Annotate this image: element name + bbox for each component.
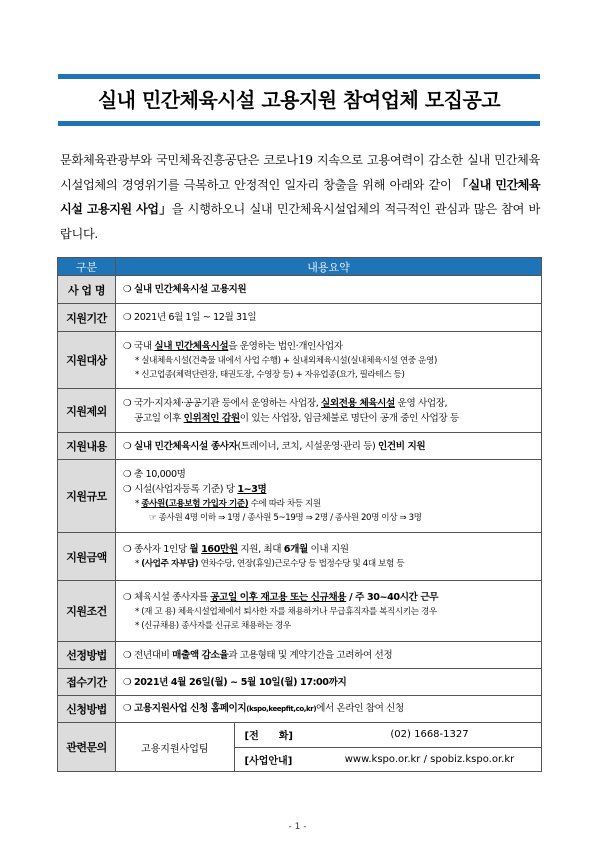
label-amount: 지원금액	[58, 533, 116, 581]
exclude-text-4: 이 있는 사업장, 임금체불로 명단이 공개 중인 사업장 등	[239, 412, 459, 424]
selection-text: 전년대비	[134, 649, 173, 661]
row-reception	[58, 669, 542, 696]
row-period	[58, 304, 542, 332]
contact-table	[116, 723, 541, 771]
exclude-text-2: 운영 사업장,	[394, 397, 448, 409]
intro-text-2: 을 시행하오니 실내 민간체육시설업체의 적극적인 관심과 많은 참여 바랍니다.	[60, 202, 540, 241]
exclude-highlight-1: 실외전용 체육시설	[321, 397, 395, 409]
bullet-icon: ❍	[123, 284, 132, 295]
row-target	[58, 332, 542, 389]
bullet-icon: ❍	[123, 469, 132, 480]
apply-homepage-link[interactable]: (kspo,keepfit,co,kr)	[246, 705, 317, 713]
bullet-icon: ❍	[123, 676, 132, 688]
reception-text: 2021년 4월 26일(월) ~ 5월 10일(월) 17:00까지	[134, 676, 347, 688]
row-condition	[58, 581, 542, 642]
label-period: 지원기간	[58, 304, 116, 332]
target-text-end: 을 운영하는 법인·개인사업자	[228, 340, 343, 352]
condition-note-2: * (신규채용) 종사자를 신규로 채용하는 경우	[135, 620, 291, 631]
row-business	[58, 276, 542, 304]
amount-value: 160만원	[201, 544, 238, 555]
contact-web-label: [사업안내]	[244, 755, 293, 767]
title-bottom-bar	[58, 121, 540, 126]
bullet-icon: ❍	[123, 649, 132, 661]
label-condition: 지원조건	[58, 581, 116, 642]
contact-team: 고용지원사업팀	[116, 723, 234, 771]
apply-bold: 고용지원사업 신청 홈페이지	[134, 703, 247, 714]
bullet-icon: ❍	[123, 544, 132, 555]
target-note-2: * 신고업종(체력단련장, 태권도장, 수영장 등) + 자유업종(요가, 필라테스 등)	[135, 369, 405, 380]
page-title: 실내 민간체육시설 고용지원 참여업체 모집공고	[97, 88, 501, 112]
condition-hours: / 주 30~40시간 근무	[346, 591, 439, 603]
label-reception: 접수기간	[58, 669, 116, 696]
contact-web-link[interactable]: www.kspo.or.kr / spobiz.kspo.or.kr	[344, 753, 515, 765]
exclude-highlight-2: 인위적인 감원	[183, 412, 240, 424]
row-contact	[58, 723, 542, 772]
target-highlight: 실내 민간체육시설	[154, 340, 229, 352]
scale-note-mark: *	[135, 499, 142, 509]
condition-highlight: 공고일 이후 재고용 또는 신규채용	[210, 591, 347, 603]
bullet-icon: ❍	[123, 397, 132, 409]
apply-text: 에서 온라인 참여 신청	[316, 703, 404, 714]
contact-phone: (02) 1668-1327	[318, 723, 541, 747]
intro-highlight: 「실내 민간체육시설 고용지원 사업」	[60, 177, 540, 216]
amount-note-text: 연차수당, 연장(휴일)근로수당 등 법정수당 및 4대 보험 등	[198, 559, 405, 569]
intro-text-1: 문화체육관광부와 국민체육진흥공단은 코로나19 지속으로 고용여력이 감소한 실내 민간체육시설업체의 경영위기를 극복하고 안정적인 일자리 창출을 위해 아래와 같이	[60, 153, 540, 192]
label-apply: 신청방법	[58, 696, 116, 723]
label-selection: 선정방법	[58, 642, 116, 669]
content-bold-end: 인건비 지원	[377, 440, 426, 452]
content-text: (트레이너, 코치, 시설운영·관리 등)	[237, 440, 378, 452]
scale-highlight: 1~3명	[237, 484, 267, 495]
period-text: 2021년 6월 1일 ~ 12월 31일	[134, 312, 257, 323]
target-text: 국내	[134, 340, 155, 352]
exclude-text: 국가·지자체·공공기관 등에서 운영하는 사업장,	[134, 397, 322, 409]
row-scale	[58, 460, 542, 533]
content-bold: 실내 민간체육시설 종사자	[134, 440, 238, 452]
row-content	[58, 433, 542, 460]
condition-text: 체육시설 종사자를	[134, 591, 211, 603]
amount-note-bold: (사업주 자부담)	[141, 559, 199, 569]
condition-note-1: * (재 고 용) 체육시설업체에서 퇴사한 자를 채용하거나 무급휴직자를 복직시키는 경우	[135, 606, 437, 617]
label-target: 지원대상	[58, 332, 116, 389]
amount-month: 월	[189, 544, 202, 555]
target-note-1: * 실내체육시설(건축물 내에서 사업 수행) + 실내외체육시설(실내체육시설 연중 운영)	[135, 355, 437, 366]
scale-note-text: 수에 따라 차등 지원	[248, 499, 321, 509]
amount-note-mark: *	[135, 559, 142, 569]
header-category: 구분	[58, 258, 116, 276]
scale-note-highlight: 종사원(고용보험 가입자 기준)	[141, 499, 249, 509]
label-content: 지원내용	[58, 433, 116, 460]
bullet-icon: ❍	[123, 591, 132, 603]
row-selection	[58, 642, 542, 669]
row-apply	[58, 696, 542, 723]
title-top-bar	[58, 74, 540, 79]
business-text: 실내 민간체육시설 고용지원	[134, 284, 247, 295]
intro-paragraph	[60, 148, 540, 246]
amount-text-2: 지원, 최대	[237, 544, 284, 555]
header-summary: 내용요약	[116, 258, 542, 276]
selection-text-2: 과 고용형태 및 계약기간을 고려하여 선정	[228, 649, 393, 661]
scale-text: 시설(사업자등록 기준) 당	[134, 484, 238, 495]
amount-text: 종사자 1인당	[134, 544, 190, 555]
selection-bold: 매출액 감소율	[172, 649, 229, 661]
amount-months: 6개월	[283, 544, 308, 555]
bullet-icon: ❍	[123, 703, 132, 714]
label-business: 사 업 명	[58, 276, 116, 304]
scale-total: 총 10,000명	[134, 469, 186, 480]
bullet-icon: ❍	[123, 312, 132, 323]
label-exclude: 지원제외	[58, 389, 116, 433]
summary-table	[57, 257, 542, 772]
label-scale: 지원규모	[58, 460, 116, 533]
bullet-icon: ❍	[123, 484, 132, 495]
row-amount	[58, 533, 542, 581]
bullet-icon: ❍	[123, 340, 132, 352]
exclude-text-3: 공고일 이후	[134, 412, 184, 424]
table-header-row	[58, 258, 542, 276]
scale-breakdown: ☞ 종사원 4명 이하 ⇒ 1명 / 종사원 5~19명 ⇒ 2명 / 종사원 20명 이상 ⇒ 3명	[149, 513, 422, 523]
contact-phone-label: [전 화]	[234, 723, 318, 747]
row-exclude	[58, 389, 542, 433]
bullet-icon: ❍	[123, 440, 132, 452]
label-contact: 관련문의	[58, 723, 116, 772]
amount-text-3: 이내 지원	[307, 544, 349, 555]
page-number: - 1 -	[288, 822, 307, 832]
